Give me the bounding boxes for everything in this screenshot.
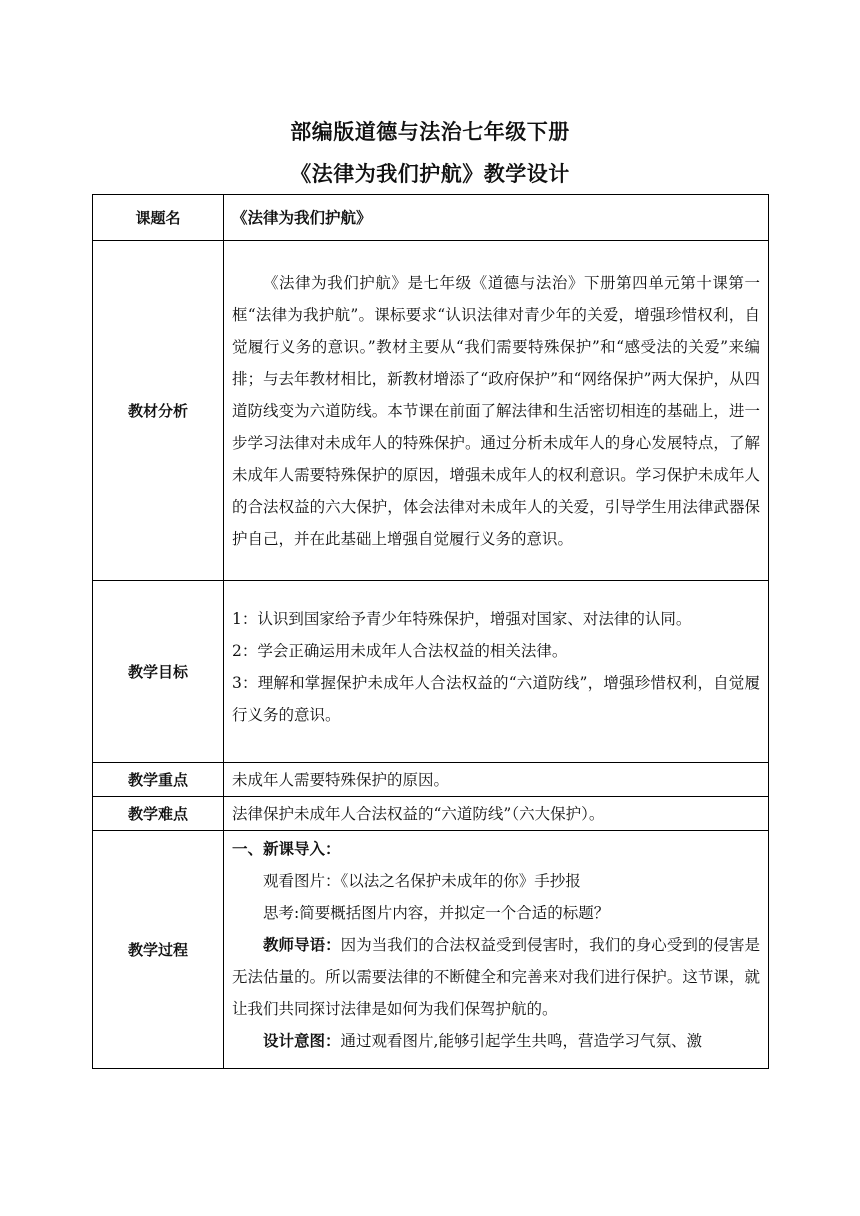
goal-item-1: 1：认识到国家给予青少年特殊保护，增强对国家、对法律的认同。 [232, 610, 692, 628]
teacher-intro-label: 教师导语： [263, 936, 341, 954]
topic-label: 课题名 [93, 195, 224, 241]
difficulty-value: 法律保护未成年人合法权益的“六道防线”（六大保护）。 [224, 797, 769, 831]
table-row-difficulty [93, 797, 769, 831]
table-row-analysis [93, 241, 769, 581]
document-title-line1: 部编版道德与法治七年级下册 [290, 120, 570, 144]
goals-label: 教学目标 [93, 581, 224, 763]
process-line-2: 思考:简要概括图片内容，并拟定一个合适的标题？ [263, 904, 610, 922]
goal-item-2: 2：学会正确运用未成年人合法权益的相关法律。 [232, 642, 568, 660]
process-label: 教学过程 [93, 831, 224, 1069]
difficulty-label: 教学难点 [93, 797, 224, 831]
table-row-key-point [93, 763, 769, 797]
document-title-line2: 《法律为我们护航》教学设计 [290, 162, 570, 186]
design-intent [232, 1025, 760, 1057]
teacher-intro [232, 929, 760, 1025]
teacher-intro-text: 因为当我们的合法权益受到侵害时，我们的身心受到的侵害是无法估量的。所以需要法律的不断健全和完善来对我们进行保护。这节课，就让我们共同探讨法律是如何为我们保驾护航的。 [232, 936, 760, 1018]
goals-cell [224, 581, 769, 763]
process-heading: 一、新课导入： [232, 840, 341, 858]
design-intent-label: 设计意图： [263, 1032, 341, 1050]
design-intent-text: 通过观看图片,能够引起学生共鸣，营造学习气氛、激 [340, 1032, 702, 1050]
table-row-goals [93, 581, 769, 763]
analysis-text: 《法律为我们护航》是七年级《道德与法治》下册第四单元第十课第一框“法律为我护航”。课标要求“认识法律对青少年的关爱，增强珍惜权利，自觉履行义务的意识。”教材主要从“我们需要特殊保护”和“感受法的关爱”来编排；与去年教材相比，新教材增添了“政府保护”和“网络保护”两大保护，从四道防线变为六道防线。本节课在前面了解法律和生活密切相连的基础上，进一步学习法律对未成年人的特殊保护。通过分析未成年人的身心发展特点，了解未成年人需要特殊保护的原因，增强未成年人的权利意识。学习保护未成年人的合法权益的六大保护，体会法律对未成年人的关爱，引导学生用法律武器保护自己，并在此基础上增强自觉履行义务的意识。 [232, 273, 760, 548]
analysis-cell [224, 241, 769, 581]
table-row-topic [93, 195, 769, 241]
analysis-label: 教材分析 [93, 241, 224, 581]
lesson-plan-table [92, 194, 769, 1069]
table-row-process [93, 831, 769, 1069]
process-cell [224, 831, 769, 1069]
goal-item-3: 3：理解和掌握保护未成年人合法权益的“六道防线”，增强珍惜权利，自觉履行义务的意识。 [232, 674, 760, 724]
key-point-label: 教学重点 [93, 763, 224, 797]
key-point-value: 未成年人需要特殊保护的原因。 [224, 763, 769, 797]
process-line-1: 观看图片：《以法之名保护未成年的你》手抄报 [263, 872, 581, 890]
topic-value: 《法律为我们护航》 [224, 195, 769, 241]
